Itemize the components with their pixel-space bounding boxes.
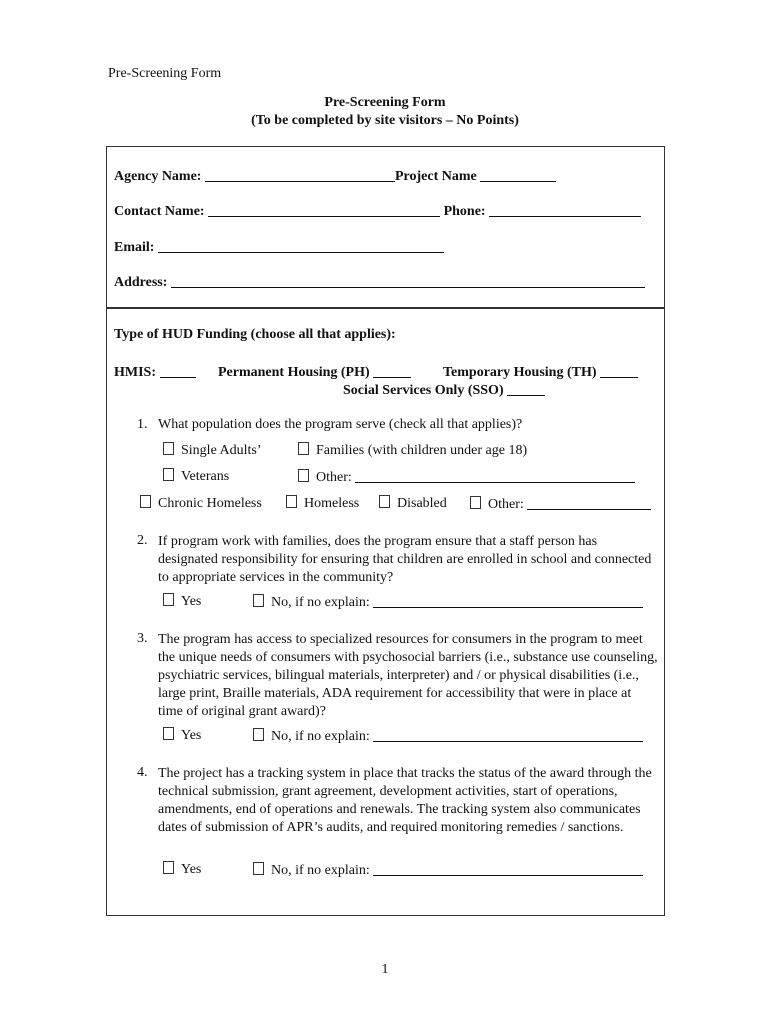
q4-text: The project has a tracking system in place that tracks the status of the award through the technical submission, grant agreement, development activities, start of operations, amendments, end of operations and renewals. The tracking system also communicates dates of submission of APR’s audits, and required monitoring remedies / sanctions. [158, 766, 652, 835]
project-name-field[interactable] [480, 167, 556, 182]
q1-option-veterans[interactable] [163, 468, 229, 485]
q3-number: 3. [137, 631, 148, 646]
agency-name-label: Agency Name: [114, 169, 202, 184]
th-label: Temporary Housing (TH) [443, 365, 597, 380]
ph-field[interactable] [373, 363, 411, 378]
q4-yes-label: Yes [181, 862, 202, 877]
project-name-label: Project Name [394, 169, 477, 184]
q1-veterans-label: Veterans [181, 469, 230, 484]
checkbox-icon[interactable] [140, 495, 151, 508]
q4-number: 4. [137, 765, 148, 780]
q2-number: 2. [137, 533, 148, 548]
q3-text: The program has access to specialized resources for consumers in the program to meet the unique needs of consumers with psychosocial barriers (i.e., substance use counseling, psychiatric services, bilingual materials, interpreter) and / or physical disabilities (i.e., large print, Braille materials, ADA requirement for accessibility that were in place at time of original grant award)? [158, 632, 658, 719]
checkbox-icon[interactable] [163, 468, 174, 481]
email-field[interactable] [158, 238, 444, 253]
q2-explain-field[interactable] [373, 593, 643, 608]
q1-chronic-homeless-label: Chronic Homeless [158, 496, 262, 511]
q1-option-other2[interactable] [470, 495, 651, 513]
running-header: Pre-Screening Form [108, 66, 222, 81]
q3-yes-label: Yes [181, 728, 202, 743]
checkbox-icon[interactable] [163, 727, 174, 740]
q2-no-option[interactable] [253, 593, 643, 611]
agency-name-field[interactable] [205, 167, 395, 182]
q2-no-label: No, if no explain: [271, 595, 370, 610]
ph-label: Permanent Housing (PH) [218, 365, 370, 380]
address-label: Address: [114, 275, 168, 290]
q1-families-label: Families (with children under age 18) [316, 443, 528, 458]
phone-label: Phone: [443, 204, 486, 219]
q3-yes-option[interactable] [163, 727, 201, 744]
q1-option-disabled[interactable] [379, 495, 447, 512]
checkbox-icon[interactable] [253, 728, 264, 741]
checkbox-icon[interactable] [470, 496, 481, 509]
hmis-field[interactable] [160, 363, 196, 378]
q1-other2-field[interactable] [527, 495, 651, 510]
checkbox-icon[interactable] [163, 593, 174, 606]
q1-single-adults-label: Single Adults’ [181, 443, 262, 458]
q1-text: What population does the program serve (check all that applies)? [158, 417, 523, 432]
address-field[interactable] [171, 273, 645, 288]
q1-homeless-label: Homeless [304, 496, 360, 511]
hmis-group [114, 363, 196, 381]
form-title: Pre-Screening Form [324, 95, 446, 110]
q2-yes-label: Yes [181, 594, 202, 609]
q2-yes-option[interactable] [163, 593, 201, 610]
q3-no-option[interactable] [253, 727, 643, 745]
hmis-label: HMIS: [114, 365, 156, 380]
phone-field[interactable] [489, 202, 641, 217]
form-subtitle: (To be completed by site visitors – No Points) [251, 113, 519, 128]
q3-explain-field[interactable] [373, 727, 643, 742]
checkbox-icon[interactable] [379, 495, 390, 508]
q1-other2-label: Other: [488, 497, 524, 512]
q2-text: If program work with families, does the program ensure that a staff person has designated responsibility for ensuring that children are enrolled in school and connected to appropriate services in the community? [158, 534, 652, 585]
q1-option-other[interactable] [298, 468, 635, 486]
q1-other-field[interactable] [355, 468, 635, 483]
address-row [114, 273, 645, 291]
ph-group [218, 363, 411, 381]
funding-heading: Type of HUD Funding (choose all that applies): [114, 327, 396, 342]
q3-no-label: No, if no explain: [271, 729, 370, 744]
sso-label: Social Services Only (SSO) [343, 383, 504, 398]
q1-option-homeless[interactable] [286, 495, 359, 512]
agency-name-row [114, 167, 556, 185]
q1-option-families[interactable] [298, 442, 527, 459]
sso-group [343, 381, 545, 399]
sso-field[interactable] [507, 381, 545, 396]
th-field[interactable] [600, 363, 638, 378]
checkbox-icon[interactable] [253, 594, 264, 607]
q1-disabled-label: Disabled [397, 496, 447, 511]
contact-name-field[interactable] [208, 202, 440, 217]
q1-other-label: Other: [316, 470, 352, 485]
q1-number: 1. [137, 417, 148, 432]
checkbox-icon[interactable] [298, 469, 309, 482]
checkbox-icon[interactable] [298, 442, 309, 455]
q1-option-single-adults[interactable] [163, 442, 262, 459]
checkbox-icon[interactable] [163, 861, 174, 874]
q4-no-label: No, if no explain: [271, 863, 370, 878]
email-row [114, 238, 444, 256]
checkbox-icon[interactable] [163, 442, 174, 455]
q1-option-chronic-homeless[interactable] [140, 495, 262, 512]
page-number: 1 [381, 962, 389, 977]
contact-name-row [114, 202, 641, 220]
checkbox-icon[interactable] [286, 495, 297, 508]
q4-no-option[interactable] [253, 861, 643, 879]
contact-name-label: Contact Name: [114, 204, 205, 219]
q4-yes-option[interactable] [163, 861, 201, 878]
checkbox-icon[interactable] [253, 862, 264, 875]
email-label: Email: [114, 240, 155, 255]
th-group [443, 363, 638, 381]
q4-explain-field[interactable] [373, 861, 643, 876]
